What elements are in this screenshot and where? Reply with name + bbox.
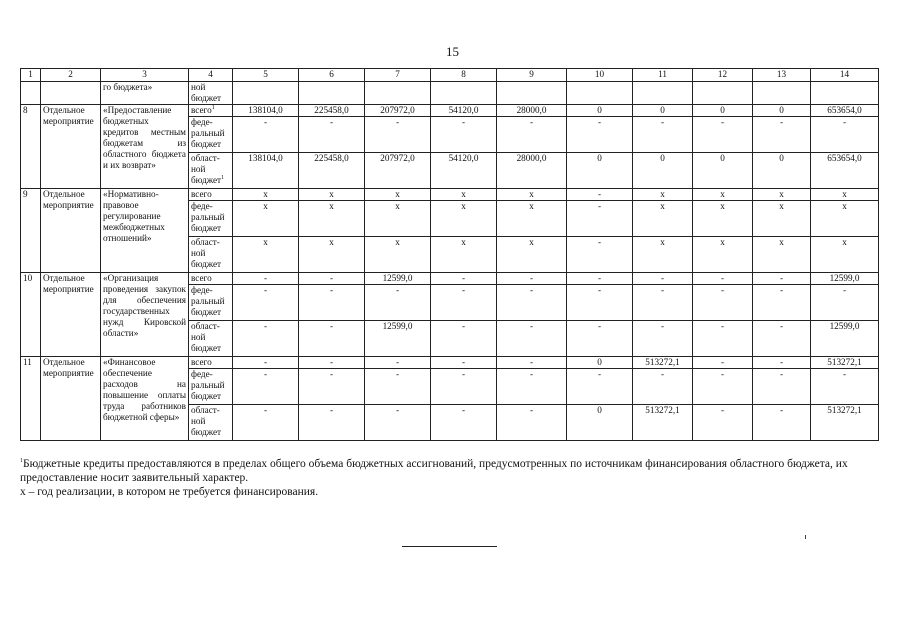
value-cell: - <box>365 285 431 321</box>
empty-cell <box>365 82 431 105</box>
value-cell: - <box>693 117 753 153</box>
value-cell: - <box>753 321 811 357</box>
budget-source-cell <box>189 117 233 153</box>
footnote-1 <box>20 457 880 485</box>
value-cell: 513272,1 <box>633 357 693 369</box>
value-cell: x <box>811 201 879 237</box>
footnote-marker: 1 <box>211 104 215 111</box>
budget-source-label: област-ной бюджет <box>191 321 222 353</box>
value-cell: x <box>233 189 299 201</box>
value-cell: - <box>299 273 365 285</box>
value-cell: x <box>365 189 431 201</box>
value-cell: - <box>693 273 753 285</box>
value-cell: 0 <box>633 105 693 117</box>
value-cell: 207972,0 <box>365 153 431 189</box>
value-cell: - <box>233 285 299 321</box>
column-number-cell: 13 <box>753 69 811 82</box>
value-cell: 54120,0 <box>431 153 497 189</box>
value-cell: - <box>753 273 811 285</box>
value-cell: - <box>233 357 299 369</box>
value-cell: - <box>567 237 633 273</box>
value-cell: - <box>693 357 753 369</box>
column-number-cell: 4 <box>189 69 233 82</box>
budget-source-label: област-ной бюджет <box>191 405 222 437</box>
table-row <box>21 189 879 201</box>
value-cell: 0 <box>633 153 693 189</box>
table-row <box>21 273 879 285</box>
value-cell: 0 <box>693 153 753 189</box>
value-cell: - <box>567 117 633 153</box>
value-cell: - <box>233 405 299 441</box>
column-number-cell: 12 <box>693 69 753 82</box>
budget-source-cell <box>189 153 233 189</box>
measure-number: 10 <box>21 273 41 357</box>
value-cell: 28000,0 <box>497 105 567 117</box>
value-cell: - <box>233 273 299 285</box>
measure-number: 11 <box>21 357 41 441</box>
value-cell: 225458,0 <box>299 153 365 189</box>
empty-cell <box>431 82 497 105</box>
measure-type: Отдельное мероприятие <box>41 189 101 273</box>
value-cell: x <box>693 189 753 201</box>
value-cell: - <box>497 285 567 321</box>
budget-source-cell <box>189 369 233 405</box>
empty-cell <box>233 82 299 105</box>
footnote-marker: 1 <box>221 174 225 181</box>
budget-source-continuation: ной бюджет <box>189 82 233 105</box>
budget-source-label: област-ной бюджет <box>191 153 222 185</box>
value-cell: x <box>633 237 693 273</box>
value-cell: 0 <box>693 105 753 117</box>
value-cell: - <box>693 321 753 357</box>
value-cell: - <box>299 285 365 321</box>
footnote-1-text: Бюджетные кредиты предоставляются в пределах общего объема бюджетных ассигнований, предусмотренных по источникам финансирования областного бюджета, их предоставление носит заявительный характер. <box>20 458 848 484</box>
column-number-cell: 11 <box>633 69 693 82</box>
column-number-cell: 3 <box>101 69 189 82</box>
value-cell: 207972,0 <box>365 105 431 117</box>
value-cell: x <box>753 189 811 201</box>
budget-source-label: феде-ральный бюджет <box>191 201 225 233</box>
budget-source-cell <box>189 189 233 201</box>
program-financing-table <box>20 68 879 441</box>
value-cell: - <box>693 405 753 441</box>
measure-type: Отдельное мероприятие <box>41 357 101 441</box>
column-number-cell: 6 <box>299 69 365 82</box>
value-cell: - <box>497 405 567 441</box>
value-cell: x <box>299 189 365 201</box>
value-cell: 0 <box>567 153 633 189</box>
page-number: 15 <box>446 44 459 59</box>
value-cell: - <box>811 369 879 405</box>
value-cell: x <box>431 189 497 201</box>
empty-cell <box>41 82 101 105</box>
value-cell: - <box>299 321 365 357</box>
budget-source-label: всего <box>191 105 212 115</box>
budget-source-label: всего <box>191 273 212 283</box>
value-cell: 28000,0 <box>497 153 567 189</box>
empty-cell <box>21 82 41 105</box>
value-cell: - <box>567 369 633 405</box>
value-cell: x <box>633 189 693 201</box>
measure-number: 9 <box>21 189 41 273</box>
budget-source-cell <box>189 201 233 237</box>
value-cell: 0 <box>753 105 811 117</box>
budget-source-label: всего <box>191 189 212 199</box>
empty-cell <box>633 82 693 105</box>
value-cell: 12599,0 <box>365 321 431 357</box>
value-cell: - <box>299 369 365 405</box>
empty-cell <box>567 82 633 105</box>
budget-source-cell <box>189 357 233 369</box>
value-cell: x <box>693 201 753 237</box>
value-cell: - <box>567 189 633 201</box>
value-cell: 225458,0 <box>299 105 365 117</box>
empty-cell <box>811 82 879 105</box>
budget-source-cell <box>189 285 233 321</box>
value-cell: - <box>497 117 567 153</box>
value-cell: x <box>497 237 567 273</box>
empty-cell <box>693 82 753 105</box>
table-body <box>21 69 879 441</box>
value-cell: - <box>633 321 693 357</box>
value-cell: - <box>431 369 497 405</box>
column-number-cell: 14 <box>811 69 879 82</box>
value-cell: - <box>431 285 497 321</box>
table-row <box>21 105 879 117</box>
value-cell: - <box>497 369 567 405</box>
value-cell: 653654,0 <box>811 153 879 189</box>
value-cell: - <box>233 117 299 153</box>
value-cell: - <box>233 369 299 405</box>
budget-source-cell <box>189 405 233 441</box>
value-cell: - <box>633 273 693 285</box>
value-cell: - <box>299 357 365 369</box>
footnote-1-marker: 1 <box>20 458 23 465</box>
value-cell: - <box>753 285 811 321</box>
value-cell: x <box>233 201 299 237</box>
value-cell: - <box>567 273 633 285</box>
footnotes <box>20 457 880 499</box>
budget-source-label: феде-ральный бюджет <box>191 285 225 317</box>
value-cell: - <box>497 357 567 369</box>
measure-name: «Нормативно-правовое регулирование межбюджетных отношений» <box>101 189 189 273</box>
value-cell: x <box>753 201 811 237</box>
budget-source-label: феде-ральный бюджет <box>191 117 225 149</box>
value-cell: - <box>431 405 497 441</box>
value-cell: - <box>693 285 753 321</box>
value-cell: x <box>693 237 753 273</box>
value-cell: - <box>365 357 431 369</box>
value-cell: - <box>299 405 365 441</box>
column-number-row <box>21 69 879 82</box>
value-cell: - <box>753 369 811 405</box>
value-cell: - <box>753 405 811 441</box>
column-number-cell: 5 <box>233 69 299 82</box>
budget-source-cell <box>189 321 233 357</box>
column-number-cell: 8 <box>431 69 497 82</box>
column-number-cell: 2 <box>41 69 101 82</box>
empty-cell <box>497 82 567 105</box>
value-cell: x <box>497 201 567 237</box>
value-cell: x <box>299 237 365 273</box>
measure-name: «Предоставление бюджетных кредитов местным бюджетам из областного бюджета и их возврат» <box>101 105 189 189</box>
value-cell: - <box>633 285 693 321</box>
budget-source-label: всего <box>191 357 212 367</box>
value-cell: - <box>753 357 811 369</box>
column-number-cell: 1 <box>21 69 41 82</box>
value-cell: - <box>567 321 633 357</box>
value-cell: - <box>567 285 633 321</box>
value-cell: - <box>567 201 633 237</box>
value-cell: - <box>365 117 431 153</box>
column-number-cell: 10 <box>567 69 633 82</box>
value-cell: 0 <box>567 357 633 369</box>
value-cell: x <box>431 201 497 237</box>
measure-name-continuation: го бюджета» <box>101 82 189 105</box>
value-cell: - <box>693 369 753 405</box>
value-cell: x <box>365 201 431 237</box>
scan-speck <box>805 535 806 539</box>
value-cell: x <box>811 237 879 273</box>
budget-source-cell <box>189 105 233 117</box>
end-rule <box>402 546 497 547</box>
value-cell: x <box>633 201 693 237</box>
value-cell: 513272,1 <box>811 357 879 369</box>
value-cell: - <box>633 117 693 153</box>
value-cell: 513272,1 <box>811 405 879 441</box>
value-cell: x <box>753 237 811 273</box>
budget-source-label: феде-ральный бюджет <box>191 369 225 401</box>
value-cell: - <box>497 273 567 285</box>
budget-source-cell <box>189 273 233 285</box>
budget-source-cell <box>189 237 233 273</box>
measure-number: 8 <box>21 105 41 189</box>
measure-type: Отдельное мероприятие <box>41 105 101 189</box>
measure-type: Отдельное мероприятие <box>41 273 101 357</box>
column-number-cell: 7 <box>365 69 431 82</box>
value-cell: - <box>811 117 879 153</box>
value-cell: 653654,0 <box>811 105 879 117</box>
column-number-cell: 9 <box>497 69 567 82</box>
table-row <box>21 357 879 369</box>
budget-source-label: област-ной бюджет <box>191 237 222 269</box>
value-cell: 12599,0 <box>365 273 431 285</box>
empty-cell <box>299 82 365 105</box>
value-cell: - <box>299 117 365 153</box>
value-cell: - <box>365 369 431 405</box>
value-cell: - <box>811 285 879 321</box>
value-cell: 138104,0 <box>233 105 299 117</box>
value-cell: 0 <box>567 405 633 441</box>
value-cell: - <box>365 405 431 441</box>
value-cell: x <box>365 237 431 273</box>
value-cell: - <box>431 357 497 369</box>
value-cell: 0 <box>753 153 811 189</box>
value-cell: - <box>431 273 497 285</box>
value-cell: 12599,0 <box>811 273 879 285</box>
footnote-2: x – год реализации, в котором не требуется финансирования. <box>20 486 319 498</box>
value-cell: - <box>431 321 497 357</box>
value-cell: x <box>233 237 299 273</box>
value-cell: x <box>299 201 365 237</box>
value-cell: - <box>497 321 567 357</box>
value-cell: x <box>431 237 497 273</box>
continuation-row <box>21 82 879 105</box>
value-cell: 138104,0 <box>233 153 299 189</box>
value-cell: - <box>633 369 693 405</box>
measure-name: «Организация проведения закупок для обеспечения государственных нужд Кировской области» <box>101 273 189 357</box>
value-cell: - <box>431 117 497 153</box>
empty-cell <box>753 82 811 105</box>
value-cell: x <box>497 189 567 201</box>
value-cell: 54120,0 <box>431 105 497 117</box>
value-cell: - <box>753 117 811 153</box>
measure-name: «Финансовое обеспечение расходов на повышение оплаты труда работников бюджетной сферы» <box>101 357 189 441</box>
value-cell: 0 <box>567 105 633 117</box>
value-cell: x <box>811 189 879 201</box>
value-cell: 12599,0 <box>811 321 879 357</box>
value-cell: - <box>233 321 299 357</box>
value-cell: 513272,1 <box>633 405 693 441</box>
